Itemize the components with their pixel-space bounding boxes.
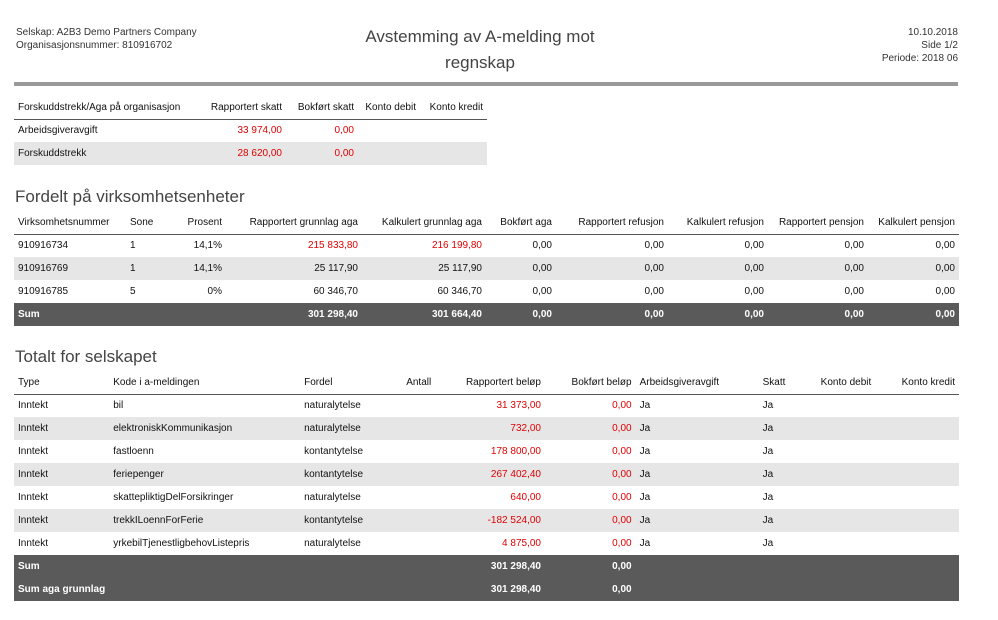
cell: 0,00 bbox=[612, 400, 632, 412]
section-title-units: Fordelt på virksomhetsenheter bbox=[15, 187, 245, 206]
cell: elektroniskKommunikasjon bbox=[109, 417, 300, 440]
cell: yrkebilTjenestligbehovListepris bbox=[113, 538, 250, 549]
cell: kontantytelse bbox=[300, 509, 380, 532]
cell bbox=[109, 578, 300, 601]
col-header: Rapportert grunnlag aga bbox=[226, 212, 362, 234]
col-header: Bokført skatt bbox=[286, 97, 358, 119]
cell bbox=[358, 119, 420, 142]
col-header: Antall bbox=[380, 372, 436, 394]
cell: Sum bbox=[14, 555, 109, 578]
cell bbox=[420, 142, 487, 165]
col-header: Forskuddstrekk/Aga på organisasjon bbox=[14, 97, 204, 119]
col-header: Kalkulert refusjon bbox=[668, 212, 768, 234]
cell bbox=[797, 440, 875, 463]
table-row bbox=[14, 532, 959, 555]
cell: 0,00 bbox=[556, 303, 668, 326]
cell: 0,00 bbox=[844, 286, 864, 297]
cell bbox=[797, 417, 875, 440]
table-row bbox=[14, 486, 959, 509]
cell: 0,00 bbox=[545, 578, 636, 601]
table-row bbox=[14, 257, 959, 280]
cell: 0,00 bbox=[935, 240, 955, 252]
cell: 25 117,90 bbox=[226, 257, 362, 280]
company-totals-table bbox=[14, 372, 959, 601]
org-tax-table bbox=[14, 97, 487, 165]
cell: 0% bbox=[207, 286, 222, 297]
cell: fastloenn bbox=[113, 446, 154, 457]
cell: 0,00 bbox=[334, 125, 354, 137]
col-header: Arbeidsgiveravgift bbox=[636, 372, 759, 394]
org-number: Organisasjonsnummer: 810916702 bbox=[16, 40, 173, 51]
cell bbox=[875, 532, 959, 555]
cell: 0,00 bbox=[486, 257, 556, 280]
cell: 640,00 bbox=[510, 492, 541, 503]
cell: 301 298,40 bbox=[226, 303, 362, 326]
cell bbox=[380, 578, 436, 601]
cell: 0,00 bbox=[768, 303, 868, 326]
sum-aga-row bbox=[14, 578, 959, 601]
cell: 0,00 bbox=[545, 463, 636, 486]
cell: Ja bbox=[762, 446, 774, 457]
cell: 33 974,00 bbox=[237, 125, 282, 137]
cell bbox=[759, 578, 797, 601]
cell bbox=[797, 394, 875, 417]
col-header: Rapportert pensjon bbox=[768, 212, 868, 234]
table-row bbox=[14, 280, 959, 303]
table-row bbox=[14, 119, 487, 142]
col-header: Konto debit bbox=[358, 97, 420, 119]
cell: 910916769 bbox=[14, 257, 126, 280]
cell: 14,1% bbox=[193, 240, 222, 252]
cell: 301 298,40 bbox=[435, 555, 545, 578]
col-header: Kalkulert grunnlag aga bbox=[362, 212, 486, 234]
table-row bbox=[14, 234, 959, 257]
cell: 0,00 bbox=[556, 257, 668, 280]
cell: naturalytelse bbox=[304, 492, 361, 503]
cell: 216 199,80 bbox=[431, 240, 482, 252]
header-divider bbox=[14, 82, 958, 86]
col-header: Bokført aga bbox=[486, 212, 556, 234]
cell bbox=[636, 578, 759, 601]
cell: Ja bbox=[759, 509, 797, 532]
cell: Ja bbox=[639, 538, 651, 549]
cell: -182 524,00 bbox=[435, 509, 545, 532]
cell bbox=[380, 509, 436, 532]
cell bbox=[875, 417, 959, 440]
cell: 60 346,70 bbox=[437, 286, 482, 297]
cell: 5 bbox=[130, 286, 136, 297]
cell bbox=[797, 578, 875, 601]
cell: 178 800,00 bbox=[490, 446, 541, 457]
report-header-right bbox=[882, 26, 958, 65]
col-header: Rapportert skatt bbox=[204, 97, 286, 119]
cell: Inntekt bbox=[18, 538, 49, 549]
cell bbox=[166, 303, 226, 326]
cell: 1 bbox=[130, 240, 136, 252]
cell: skattepliktigDelForsikringer bbox=[113, 492, 234, 503]
cell: naturalytelse bbox=[304, 538, 361, 549]
cell bbox=[875, 555, 959, 578]
report-date: 10.10.2018 bbox=[907, 27, 958, 38]
cell bbox=[875, 486, 959, 509]
cell bbox=[126, 303, 166, 326]
cell bbox=[109, 555, 300, 578]
cell: 0,00 bbox=[545, 509, 636, 532]
cell: 215 833,80 bbox=[307, 240, 358, 252]
cell bbox=[797, 486, 875, 509]
cell: 0,00 bbox=[668, 257, 768, 280]
report-title bbox=[340, 24, 620, 76]
units-table-header bbox=[14, 212, 959, 234]
cell: Ja bbox=[639, 400, 651, 412]
cell: 0,00 bbox=[744, 240, 764, 252]
cell bbox=[875, 440, 959, 463]
cell: 1 bbox=[126, 257, 166, 280]
cell: 4 875,00 bbox=[502, 538, 541, 549]
col-header: Skatt bbox=[759, 372, 797, 394]
cell: 31 373,00 bbox=[496, 400, 541, 412]
col-header: Virksomhetsnummer bbox=[14, 212, 126, 234]
col-header: Prosent bbox=[166, 212, 226, 234]
cell: 0,00 bbox=[744, 286, 764, 297]
cell: Ja bbox=[762, 400, 774, 412]
cell: Arbeidsgiveravgift bbox=[18, 125, 98, 137]
col-header: Kode i a-meldingen bbox=[109, 372, 300, 394]
cell bbox=[380, 394, 436, 417]
cell: kontantytelse bbox=[300, 463, 380, 486]
cell: 301 664,40 bbox=[362, 303, 486, 326]
cell bbox=[797, 555, 875, 578]
cell: 0,00 bbox=[612, 446, 632, 457]
cell: 0,00 bbox=[545, 417, 636, 440]
cell bbox=[875, 463, 959, 486]
cell: 910916734 bbox=[18, 240, 69, 252]
cell: 732,00 bbox=[435, 417, 545, 440]
cell: 14,1% bbox=[166, 257, 226, 280]
col-header: Konto kredit bbox=[420, 97, 487, 119]
cell: 25 117,90 bbox=[362, 257, 486, 280]
col-header: Sone bbox=[126, 212, 166, 234]
col-header: Kalkulert pensjon bbox=[868, 212, 959, 234]
cell: 0,00 bbox=[612, 492, 632, 503]
cell: 0,00 bbox=[612, 538, 632, 549]
cell: Ja bbox=[639, 446, 651, 457]
cell: Inntekt bbox=[18, 492, 49, 503]
cell: Ja bbox=[636, 463, 759, 486]
units-table bbox=[14, 212, 959, 326]
cell bbox=[875, 394, 959, 417]
table-row bbox=[14, 394, 959, 417]
cell bbox=[380, 417, 436, 440]
col-header: Konto debit bbox=[797, 372, 875, 394]
cell: Ja bbox=[636, 417, 759, 440]
cell: 267 402,40 bbox=[435, 463, 545, 486]
cell: 0,00 bbox=[532, 286, 552, 297]
company-table-header bbox=[14, 372, 959, 394]
cell: naturalytelse bbox=[300, 417, 380, 440]
cell: 28 620,00 bbox=[204, 142, 286, 165]
cell: Inntekt bbox=[14, 417, 109, 440]
cell: 0,00 bbox=[644, 286, 664, 297]
col-header: Fordel bbox=[300, 372, 380, 394]
cell: 0,00 bbox=[532, 240, 552, 252]
cell: Sum bbox=[14, 303, 126, 326]
col-header: Type bbox=[14, 372, 109, 394]
cell bbox=[380, 463, 436, 486]
company-table-body bbox=[14, 394, 959, 601]
cell: 0,00 bbox=[286, 142, 358, 165]
cell bbox=[875, 509, 959, 532]
cell bbox=[636, 555, 759, 578]
cell: Inntekt bbox=[14, 509, 109, 532]
cell: Ja bbox=[639, 492, 651, 503]
cell: Ja bbox=[636, 509, 759, 532]
cell: bil bbox=[113, 400, 124, 412]
sum-row bbox=[14, 555, 959, 578]
cell bbox=[358, 142, 420, 165]
cell: 0,00 bbox=[844, 240, 864, 252]
org-table-header bbox=[14, 97, 487, 119]
table-row bbox=[14, 142, 487, 165]
cell: trekkILoennForFerie bbox=[109, 509, 300, 532]
report-header-left bbox=[16, 26, 197, 52]
sum-row bbox=[14, 303, 959, 326]
cell bbox=[797, 509, 875, 532]
report-title-line1: Avstemming av A-melding mot bbox=[365, 27, 595, 46]
report-period: Periode: 2018 06 bbox=[881, 53, 958, 64]
cell: 301 298,40 bbox=[435, 578, 545, 601]
cell: Ja bbox=[759, 417, 797, 440]
cell: Sum aga grunnlag bbox=[14, 578, 109, 601]
page-number: Side 1/2 bbox=[921, 40, 958, 51]
report-title-line2: regnskap bbox=[445, 53, 515, 72]
cell: kontantytelse bbox=[304, 446, 364, 457]
col-header: Rapportert beløp bbox=[435, 372, 545, 394]
cell: 0,00 bbox=[545, 555, 636, 578]
table-row bbox=[14, 417, 959, 440]
cell: Inntekt bbox=[18, 446, 49, 457]
cell: 0,00 bbox=[668, 303, 768, 326]
cell bbox=[300, 578, 380, 601]
cell: Inntekt bbox=[18, 400, 49, 412]
cell bbox=[380, 555, 436, 578]
cell bbox=[380, 486, 436, 509]
cell: 0,00 bbox=[768, 257, 868, 280]
company-name: Selskap: A2B3 Demo Partners Company bbox=[16, 27, 197, 38]
cell: 0,00 bbox=[486, 303, 556, 326]
table-row bbox=[14, 463, 959, 486]
cell bbox=[875, 578, 959, 601]
cell bbox=[797, 532, 875, 555]
col-header: Konto kredit bbox=[875, 372, 959, 394]
section-title-company: Totalt for selskapet bbox=[15, 347, 157, 366]
col-header: Bokført beløp bbox=[545, 372, 636, 394]
cell: Ja bbox=[762, 538, 774, 549]
cell: 0,00 bbox=[868, 257, 959, 280]
cell bbox=[797, 463, 875, 486]
cell: 910916785 bbox=[18, 286, 69, 297]
cell: 0,00 bbox=[644, 240, 664, 252]
col-header: Rapportert refusjon bbox=[556, 212, 668, 234]
cell: Ja bbox=[762, 492, 774, 503]
cell: feriepenger bbox=[109, 463, 300, 486]
cell bbox=[300, 555, 380, 578]
cell bbox=[759, 555, 797, 578]
cell: 0,00 bbox=[868, 303, 959, 326]
table-row bbox=[14, 440, 959, 463]
cell: Ja bbox=[759, 463, 797, 486]
cell: 0,00 bbox=[935, 286, 955, 297]
table-row bbox=[14, 509, 959, 532]
cell: 60 346,70 bbox=[313, 286, 358, 297]
cell: naturalytelse bbox=[304, 400, 361, 412]
cell bbox=[380, 532, 436, 555]
cell bbox=[420, 119, 487, 142]
cell bbox=[380, 440, 436, 463]
cell: Inntekt bbox=[14, 463, 109, 486]
cell: Forskuddstrekk bbox=[14, 142, 204, 165]
